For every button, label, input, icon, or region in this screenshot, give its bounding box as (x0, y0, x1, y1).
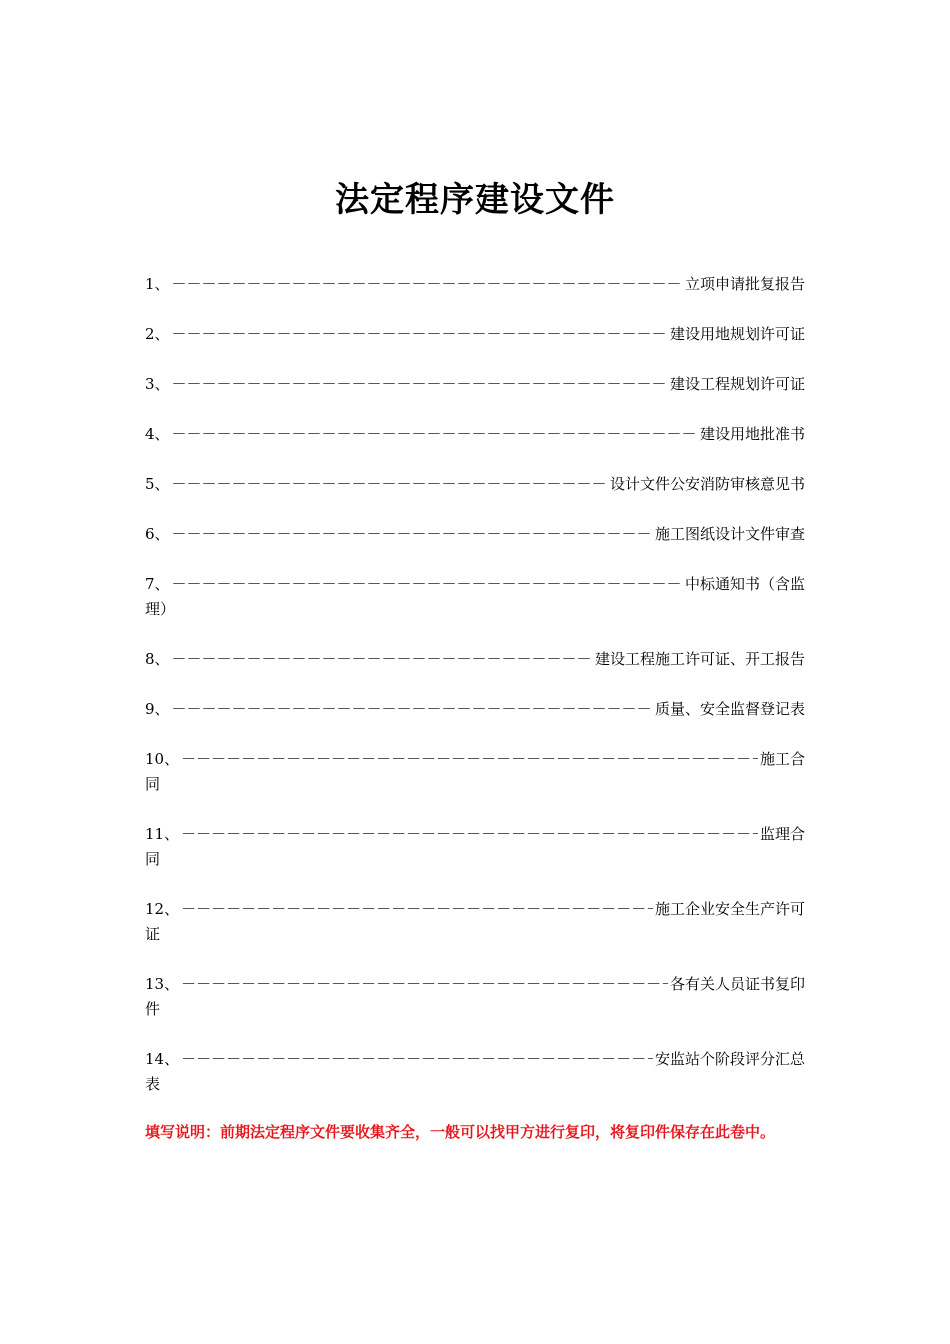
dash-leader (172, 472, 608, 497)
item-number: 2、 (145, 325, 170, 343)
list-item (145, 272, 805, 297)
item-number: 11、 (145, 825, 180, 843)
item-number: 8、 (145, 650, 170, 668)
list-item (145, 522, 805, 547)
dash-leader (172, 322, 668, 347)
list-item (145, 972, 805, 1022)
dash-leader (181, 1047, 653, 1072)
item-label-continued: 同 (145, 850, 161, 868)
dash-leader (181, 747, 758, 772)
item-label: 建设工程施工许可证、开工报告 (594, 650, 805, 668)
item-number: 6、 (145, 525, 170, 543)
dash-leader (172, 647, 593, 672)
dash-leader (172, 522, 653, 547)
list-item (145, 697, 805, 722)
dash-leader (181, 972, 668, 997)
item-label: 各有关人员证书复印 (669, 975, 805, 993)
dash-leader (172, 422, 698, 447)
fill-instructions-note: 填写说明：前期法定程序文件要收集齐全，一般可以找甲方进行复印，将复印件保存在此卷中。 (145, 1123, 776, 1141)
item-number: 14、 (145, 1050, 180, 1068)
item-number: 7、 (145, 575, 170, 593)
item-label: 设计文件公安消防审核意见书 (609, 475, 805, 493)
list-item (145, 572, 805, 622)
dash-leader (172, 697, 653, 722)
dash-leader (172, 372, 668, 397)
item-number: 5、 (145, 475, 170, 493)
page-title: 法定程序建设文件 (335, 180, 615, 220)
item-label-continued: 表 (145, 1075, 161, 1093)
list-item (145, 372, 805, 397)
dash-leader (172, 272, 683, 297)
list-item (145, 322, 805, 347)
item-label: 监理合 (759, 825, 805, 843)
item-label: 施工合 (759, 750, 805, 768)
item-label: 立项申请批复报告 (684, 275, 805, 293)
item-label: 建设用地规划许可证 (669, 325, 805, 343)
list-item (145, 422, 805, 447)
list-item (145, 747, 805, 797)
dash-leader (172, 572, 683, 597)
list-item (145, 472, 805, 497)
item-label-continued: 理） (145, 600, 176, 618)
file-list (145, 272, 805, 1122)
dash-leader (181, 822, 758, 847)
dash-leader (181, 897, 653, 922)
item-number: 9、 (145, 700, 170, 718)
item-label: 安监站个阶段评分汇总 (654, 1050, 805, 1068)
list-item (145, 647, 805, 672)
item-number: 13、 (145, 975, 180, 993)
list-item (145, 1047, 805, 1097)
item-number: 4、 (145, 425, 170, 443)
list-item (145, 897, 805, 947)
item-number: 3、 (145, 375, 170, 393)
item-number: 1、 (145, 275, 170, 293)
item-label-continued: 证 (145, 925, 161, 943)
item-label: 建设用地批准书 (699, 425, 805, 443)
item-label: 建设工程规划许可证 (669, 375, 805, 393)
item-label-continued: 件 (145, 1000, 161, 1018)
list-item (145, 822, 805, 872)
item-label-continued: 同 (145, 775, 161, 793)
item-label: 中标通知书（含监 (684, 575, 805, 593)
item-label: 施工企业安全生产许可 (654, 900, 805, 918)
item-number: 10、 (145, 750, 180, 768)
item-number: 12、 (145, 900, 180, 918)
item-label: 施工图纸设计文件审查 (654, 525, 805, 543)
item-label: 质量、安全监督登记表 (654, 700, 805, 718)
